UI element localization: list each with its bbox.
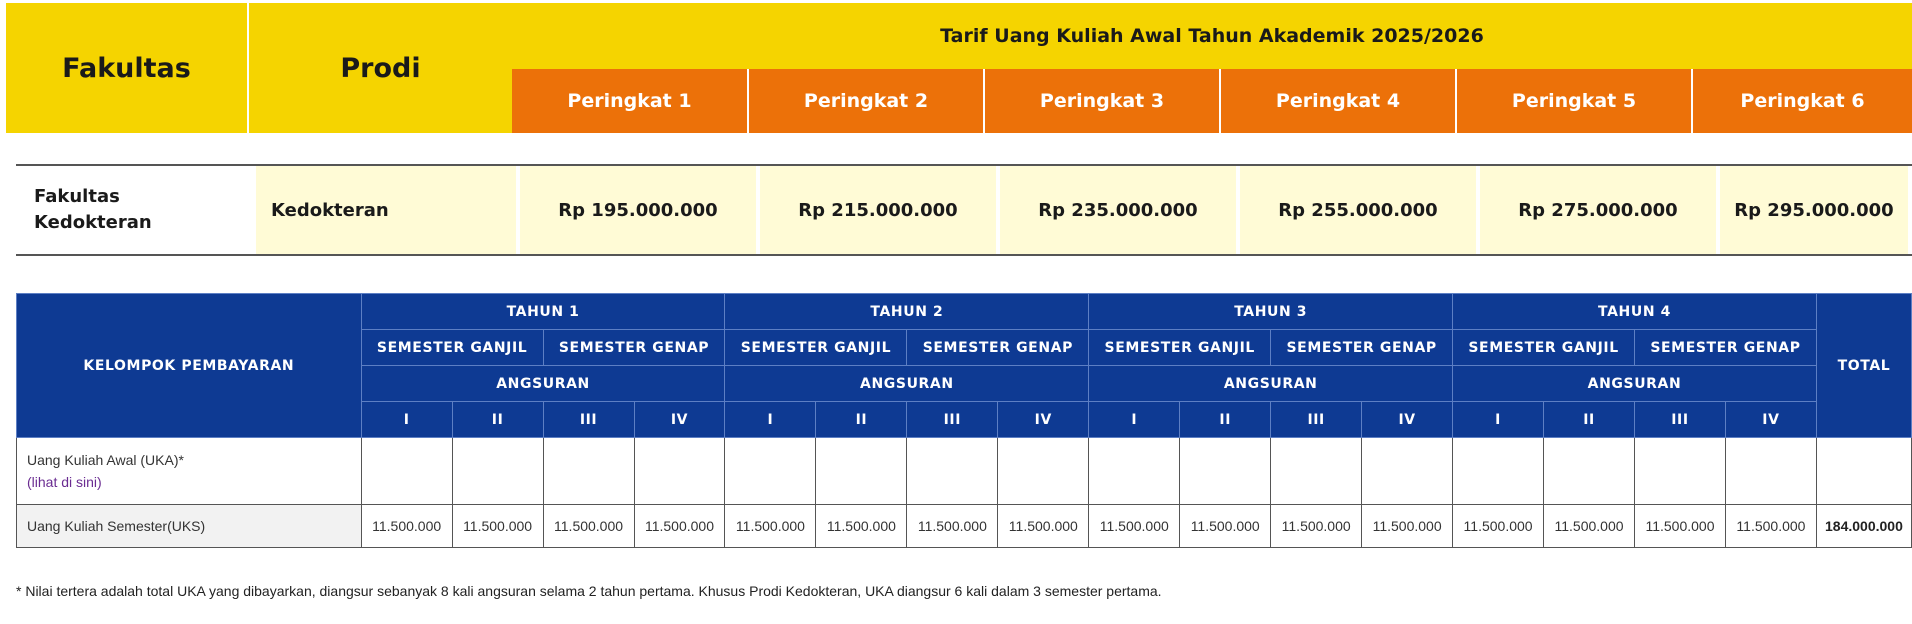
semester-genap-header: SEMESTER GENAP <box>1271 330 1453 366</box>
semester-genap-header: SEMESTER GENAP <box>543 330 725 366</box>
uka-cell <box>1271 438 1362 505</box>
uks-value: 11.500.000 <box>1271 505 1362 548</box>
installment-header: III <box>907 402 998 438</box>
year-4-header: TAHUN 4 <box>1453 294 1817 330</box>
uka-cell <box>816 438 907 505</box>
installment-header: IV <box>1362 402 1453 438</box>
fee-fakultas-line1: Fakultas <box>34 186 120 207</box>
kelompok-pembayaran-header: KELOMPOK PEMBAYARAN <box>17 294 362 438</box>
uka-link[interactable]: (lihat di sini) <box>27 474 102 490</box>
uka-cell <box>1089 438 1180 505</box>
uks-value: 11.500.000 <box>1635 505 1726 548</box>
installment-header: II <box>1544 402 1635 438</box>
fee-row-kedokteran <box>16 166 1912 254</box>
divider-bottom <box>16 254 1912 256</box>
footnote: * Nilai tertera adalah total UKA yang dibayarkan, diangsur sebanyak 8 kali angsuran selama 2 tahun pertama. Khusus Prodi Kedokteran, UKA diangsur 6 kali dalam 3 semester pertama. <box>16 583 1162 599</box>
semester-ganjil-header: SEMESTER GANJIL <box>1089 330 1271 366</box>
semester-ganjil-header: SEMESTER GANJIL <box>361 330 543 366</box>
semester-genap-header: SEMESTER GENAP <box>907 330 1089 366</box>
installment-header: III <box>543 402 634 438</box>
fee-rank-1: Rp 195.000.000 <box>520 166 756 254</box>
uka-cell <box>1725 438 1816 505</box>
uks-value: 11.500.000 <box>543 505 634 548</box>
installment-header: IV <box>1725 402 1816 438</box>
fee-rank-5: Rp 275.000.000 <box>1480 166 1716 254</box>
uks-value: 11.500.000 <box>816 505 907 548</box>
uks-value: 11.500.000 <box>1089 505 1180 548</box>
uks-value: 11.500.000 <box>1544 505 1635 548</box>
uka-cell <box>1362 438 1453 505</box>
uka-cell <box>1180 438 1271 505</box>
uka-cell <box>361 438 452 505</box>
uka-cell <box>634 438 725 505</box>
header-rank-4: Peringkat 4 <box>1220 69 1456 133</box>
uks-value: 11.500.000 <box>1180 505 1271 548</box>
installment-header: I <box>1089 402 1180 438</box>
fee-rank-6: Rp 295.000.000 <box>1720 166 1908 254</box>
installment-header: I <box>725 402 816 438</box>
fee-prodi: Kedokteran <box>256 166 516 254</box>
header-rank-6: Peringkat 6 <box>1692 69 1912 133</box>
uka-cell <box>1544 438 1635 505</box>
uka-cell <box>907 438 998 505</box>
fee-rank-3: Rp 235.000.000 <box>1000 166 1236 254</box>
uks-value: 11.500.000 <box>634 505 725 548</box>
installment-header: I <box>361 402 452 438</box>
uks-value: 11.500.000 <box>361 505 452 548</box>
total-header: TOTAL <box>1816 294 1911 438</box>
uks-value: 11.500.000 <box>998 505 1089 548</box>
fee-fakultas-line2: Kedokteran <box>34 212 152 233</box>
installment-header: I <box>1453 402 1544 438</box>
uka-total-cell <box>1816 438 1911 505</box>
uka-label: Uang Kuliah Awal (UKA)* <box>27 452 184 468</box>
installment-header: II <box>816 402 907 438</box>
uks-value: 11.500.000 <box>1362 505 1453 548</box>
uks-value: 11.500.000 <box>725 505 816 548</box>
uks-value: 11.500.000 <box>1725 505 1816 548</box>
uka-cell <box>998 438 1089 505</box>
table-row-uka <box>17 438 1912 505</box>
year-2-header: TAHUN 2 <box>725 294 1089 330</box>
payment-table <box>16 293 1912 548</box>
installment-header: II <box>452 402 543 438</box>
uks-label: Uang Kuliah Semester(UKS) <box>17 505 362 548</box>
fee-rank-4: Rp 255.000.000 <box>1240 166 1476 254</box>
angsuran-header: ANGSURAN <box>1089 366 1453 402</box>
tarif-header-table <box>6 3 1912 133</box>
header-prodi: Prodi <box>248 3 512 133</box>
installment-header: II <box>1180 402 1271 438</box>
angsuran-header: ANGSURAN <box>361 366 725 402</box>
installment-header: III <box>1271 402 1362 438</box>
uka-cell <box>1453 438 1544 505</box>
header-title: Tarif Uang Kuliah Awal Tahun Akademik 2025/2026 <box>512 3 1912 69</box>
uks-value: 11.500.000 <box>1453 505 1544 548</box>
uka-cell <box>725 438 816 505</box>
installment-header: III <box>1635 402 1726 438</box>
header-rank-1: Peringkat 1 <box>512 69 748 133</box>
uka-cell <box>543 438 634 505</box>
semester-genap-header: SEMESTER GENAP <box>1635 330 1817 366</box>
uks-total: 184.000.000 <box>1816 505 1911 548</box>
year-1-header: TAHUN 1 <box>361 294 725 330</box>
uks-value: 11.500.000 <box>452 505 543 548</box>
uka-cell <box>1635 438 1726 505</box>
year-3-header: TAHUN 3 <box>1089 294 1453 330</box>
header-rank-3: Peringkat 3 <box>984 69 1220 133</box>
table-row-uks <box>17 505 1912 548</box>
header-rank-5: Peringkat 5 <box>1456 69 1692 133</box>
angsuran-header: ANGSURAN <box>725 366 1089 402</box>
header-rank-2: Peringkat 2 <box>748 69 984 133</box>
header-fakultas: Fakultas <box>6 3 248 133</box>
semester-ganjil-header: SEMESTER GANJIL <box>1453 330 1635 366</box>
uks-value: 11.500.000 <box>907 505 998 548</box>
angsuran-header: ANGSURAN <box>1453 366 1817 402</box>
fee-fakultas <box>16 166 256 254</box>
uka-cell <box>452 438 543 505</box>
fee-rank-2: Rp 215.000.000 <box>760 166 996 254</box>
uka-label-cell <box>17 438 362 505</box>
installment-header: IV <box>634 402 725 438</box>
semester-ganjil-header: SEMESTER GANJIL <box>725 330 907 366</box>
installment-header: IV <box>998 402 1089 438</box>
